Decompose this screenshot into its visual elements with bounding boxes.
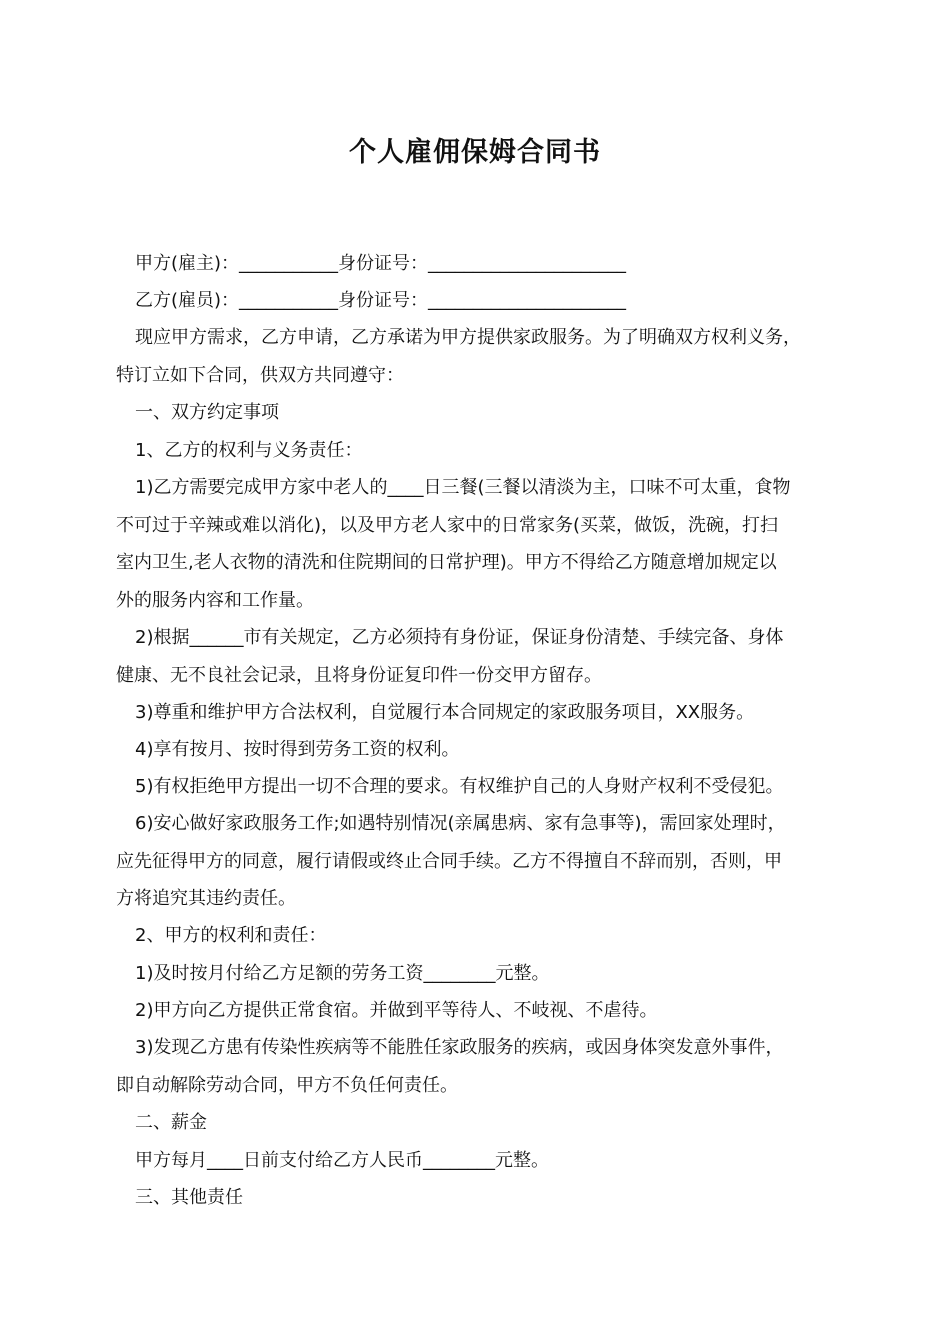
clause-line: 2)根据______市有关规定，乙方必须持有身份证，保证身份清楚、手续完备、身体 bbox=[135, 627, 784, 648]
clause-line: 应先征得甲方的同意，履行请假或终止合同手续。乙方不得擅自不辞而别，否则，甲 bbox=[116, 851, 782, 872]
clause-line: 室内卫生,老人衣物的清洗和住院期间的日常护理)。甲方不得给乙方随意增加规定以 bbox=[116, 552, 777, 573]
clause-line: 2)甲方向乙方提供正常食宿。并做到平等待人、不岐视、不虐待。 bbox=[135, 1000, 658, 1021]
subsection-heading: 2、甲方的权利和责任： bbox=[135, 925, 327, 946]
clause-line: 3)尊重和维护甲方合法权利，自觉履行本合同规定的家政服务项目，XX服务。 bbox=[135, 702, 755, 723]
party-a-line: 甲方(雇主)：___________身份证号：______________________ bbox=[135, 253, 627, 274]
clause-line: 健康、无不良社会记录，且将身份证复印件一份交甲方留存。 bbox=[116, 665, 602, 686]
clause-line: 甲方每月____日前支付给乙方人民币________元整。 bbox=[135, 1150, 549, 1171]
clause-line: 6)安心做好家政服务工作;如遇特别情况(亲属患病、家有急事等)，需回家处理时， bbox=[135, 813, 786, 834]
clause-line: 外的服务内容和工作量。 bbox=[116, 590, 314, 611]
document-title: 个人雇佣保姆合同书 bbox=[349, 137, 601, 168]
clause-line: 1)及时按月付给乙方足额的劳务工资________元整。 bbox=[135, 963, 550, 984]
clause-line: 即自动解除劳动合同，甲方不负任何责任。 bbox=[116, 1075, 458, 1096]
section-heading: 一、双方约定事项 bbox=[135, 402, 279, 423]
clause-line: 不可过于辛辣或难以消化)，以及甲方老人家中的日常家务(买菜，做饭，洗碗，打扫 bbox=[116, 515, 779, 536]
clause-line: 5)有权拒绝甲方提出一切不合理的要求。有权维护自己的人身财产权利不受侵犯。 bbox=[135, 776, 784, 797]
party-b-line: 乙方(雇员)：___________身份证号：______________________ bbox=[135, 290, 627, 311]
clause-line: 4)享有按月、按时得到劳务工资的权利。 bbox=[135, 739, 460, 760]
paragraph-line: 现应甲方需求，乙方申请，乙方承诺为甲方提供家政服务。为了明确双方权利义务， bbox=[135, 327, 801, 348]
paragraph-line: 特订立如下合同，供双方共同遵守： bbox=[116, 365, 404, 386]
subsection-heading: 1、乙方的权利与义务责任： bbox=[135, 440, 363, 461]
section-heading: 二、薪金 bbox=[135, 1112, 207, 1133]
clause-line: 1)乙方需要完成甲方家中老人的____日三餐(三餐以清淡为主，口味不可太重，食物 bbox=[135, 477, 791, 498]
section-heading: 三、其他责任 bbox=[135, 1187, 243, 1208]
clause-line: 3)发现乙方患有传染性疾病等不能胜任家政服务的疾病，或因身体突发意外事件， bbox=[135, 1037, 784, 1058]
clause-line: 方将追究其违约责任。 bbox=[116, 888, 296, 909]
